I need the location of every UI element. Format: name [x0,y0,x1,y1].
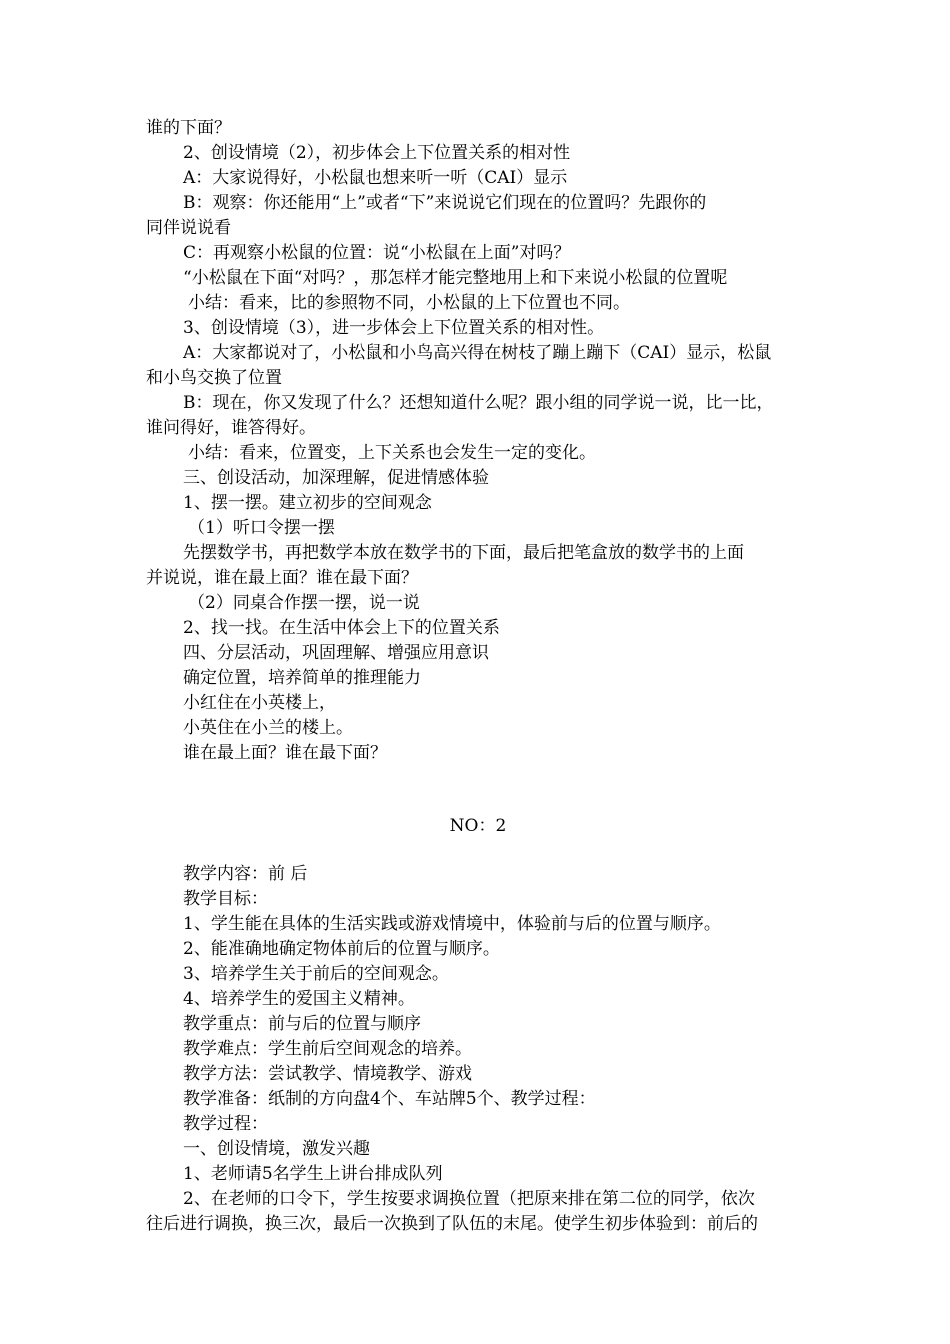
paragraph-line: 谁在最上面？谁在最下面？ [183,743,387,763]
paragraph-line: 三、创设活动，加深理解，促进情感体验 [183,468,489,488]
paragraph-line: 4、培养学生的爱国主义精神。 [183,989,415,1009]
paragraph-line: 和小鸟交换了位置 [146,368,282,388]
paragraph-line: 3、创设情境（3），进一步体会上下位置关系的相对性。 [183,318,605,338]
paragraph-line: 小红住在小英楼上， [183,693,336,713]
paragraph-line: B：观察：你还能用“上”或者“下”来说说它们现在的位置吗？先跟你的 [183,193,707,213]
lesson-part-2 [146,862,810,1237]
paragraph-line: B：现在，你又发现了什么？还想知道什么呢？跟小组的同学说一说，比一比， [183,393,774,413]
paragraph-line: （1）听口令摆一摆 [188,518,335,538]
paragraph-line: 教学方法：尝试教学、情境教学、游戏 [183,1064,472,1084]
paragraph-line: 2、创设情境（2），初步体会上下位置关系的相对性 [183,143,571,163]
paragraph-line: （2）同桌合作摆一摆，说一说 [188,593,420,613]
paragraph-line: 谁的下面？ [146,118,231,138]
paragraph-line: 小结：看来，位置变，上下关系也会发生一定的变化。 [188,443,596,463]
paragraph-line: 教学内容：前 后 [183,864,308,884]
paragraph-line: 教学过程： [183,1114,268,1134]
paragraph-line: 谁问得好，谁答得好。 [146,418,316,438]
paragraph-line: 1、摆一摆。建立初步的空间观念 [183,493,432,513]
paragraph-line: A：大家说得好，小松鼠也想来听一听（CAI）显示 [183,168,568,188]
paragraph-line: 小结：看来，比的参照物不同，小松鼠的上下位置也不同。 [188,293,630,313]
lesson-part-1 [146,116,810,766]
paragraph-line: 教学重点：前与后的位置与顺序 [183,1014,421,1034]
paragraph-line: 一、创设情境，激发兴趣 [183,1139,370,1159]
paragraph-line: 确定位置，培养简单的推理能力 [183,668,421,688]
paragraph-line: “小松鼠在下面“对吗？，那怎样才能完整地用上和下来说小松鼠的位置呢 [183,268,728,288]
paragraph-line: 3、培养学生关于前后的空间观念。 [183,964,449,984]
document-page [146,116,810,1237]
paragraph-line: 往后进行调换，换三次，最后一次换到了队伍的末尾。使学生初步体验到：前后的 [146,1214,758,1234]
paragraph-line: 1、老师请5名学生上讲台排成队列 [183,1164,443,1184]
paragraph-line: 教学难点：学生前后空间观念的培养。 [183,1039,472,1059]
paragraph-line: 四、分层活动，巩固理解、增强应用意识 [183,643,489,663]
paragraph-line: 2、在老师的口令下，学生按要求调换位置（把原来排在第二位的同学，依次 [183,1189,755,1209]
paragraph-line: 2、找一找。在生活中体会上下的位置关系 [183,618,500,638]
paragraph-line: 先摆数学书，再把数学本放在数学书的下面，最后把笔盒放的数学书的上面 [183,543,744,563]
spacer [146,839,810,862]
paragraph-line: 教学目标： [183,889,268,909]
paragraph-line: 教学准备：纸制的方向盘4个、车站牌5个、教学过程： [183,1089,596,1109]
paragraph-line: C：再观察小松鼠的位置：说“小松鼠在上面”对吗？ [183,243,571,263]
paragraph-line: A：大家都说对了，小松鼠和小鸟高兴得在树枝了蹦上蹦下（CAI）显示，松鼠 [183,343,772,363]
spacer [146,766,810,814]
paragraph-line: 2、能准确地确定物体前后的位置与顺序。 [183,939,500,959]
paragraph-line: 1、学生能在具体的生活实践或游戏情境中，体验前与后的位置与顺序。 [183,914,721,934]
section-heading: NO：2 [449,816,507,836]
paragraph-line: 同伴说说看 [146,218,231,238]
paragraph-line: 并说说，谁在最上面？谁在最下面？ [146,568,418,588]
paragraph-line: 小英住在小兰的楼上。 [183,718,353,738]
